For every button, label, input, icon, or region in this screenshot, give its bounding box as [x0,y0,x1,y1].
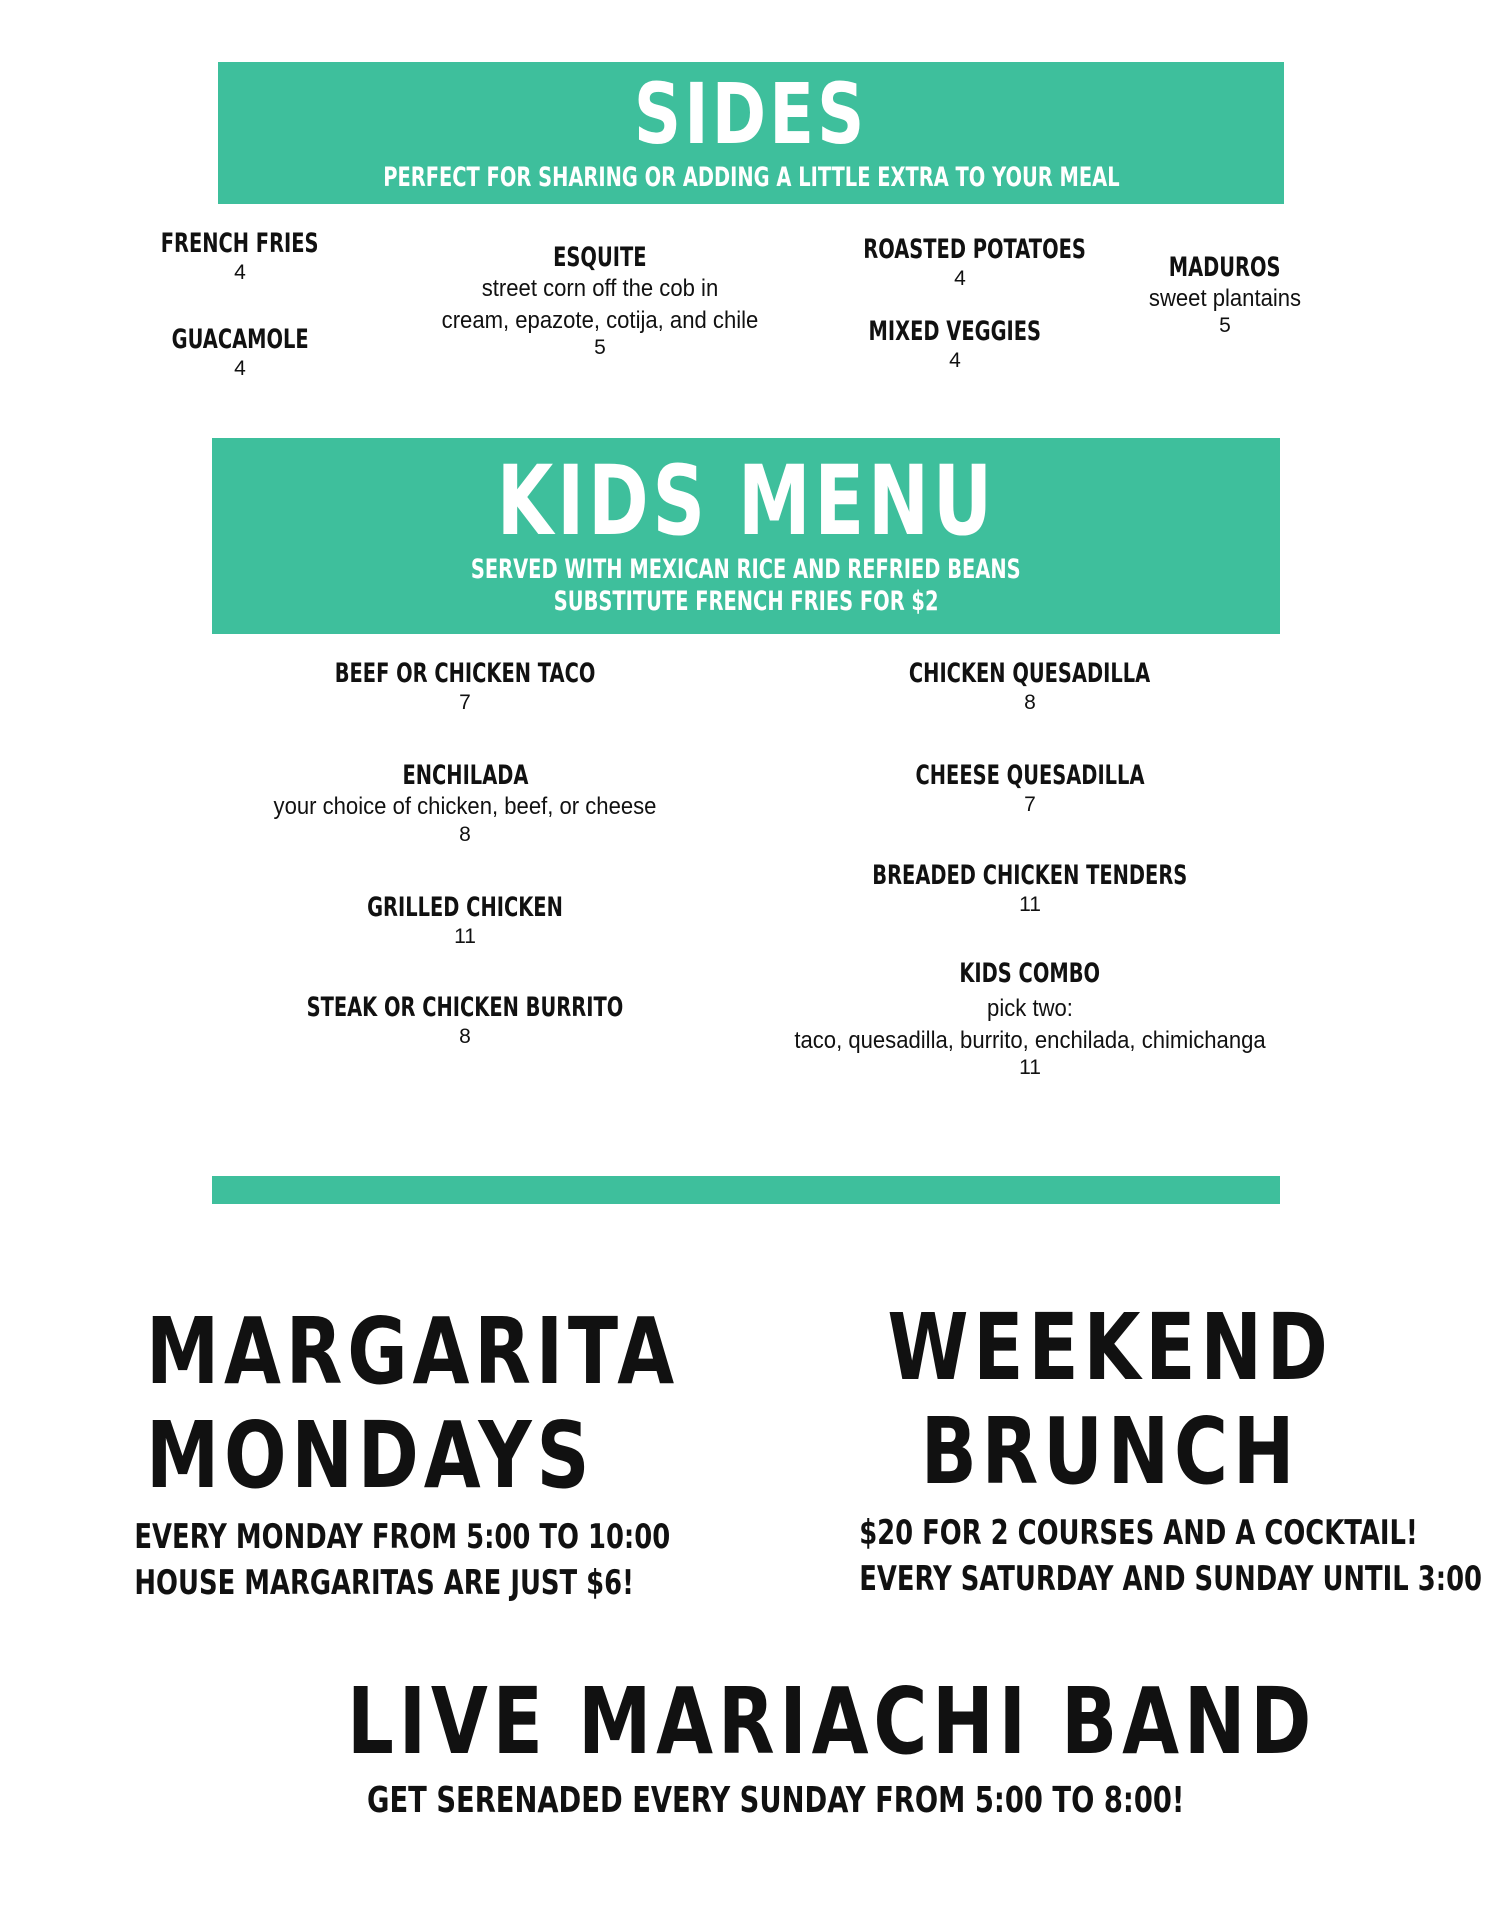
kids-menu-banner [212,438,1280,634]
kids-item-chicken-quesadilla [800,658,1260,717]
item-price: 8 [1024,691,1036,714]
weekend-brunch-details [780,1510,1483,1602]
live-mariachi-band-details: GET SERENADED EVERY SUNDAY FROM 5:00 TO 8:00! [367,1780,1185,1821]
item-price: 7 [459,691,471,714]
side-item-mixed-veggies [820,316,1090,375]
section-divider-bar [212,1176,1280,1204]
margarita-title-line-1: MARGARITA [146,1298,679,1405]
kids-item-taco [240,658,690,717]
item-description: street corn off the cob in [481,275,719,302]
margarita-title-line-2: MONDAYS [146,1402,595,1509]
item-name: GRILLED CHICKEN [367,892,563,923]
side-item-esquite [400,242,800,359]
live-mariachi-band-title: LIVE MARIACHI BAND [347,1668,1317,1775]
item-description: taco, quesadilla, burrito, enchilada, chimichanga [794,1027,1266,1054]
item-price: 4 [949,349,961,372]
item-price: 5 [1219,314,1231,337]
side-item-roasted-potatoes [820,234,1100,293]
item-price: 4 [234,357,246,380]
item-description: sweet plantains [1148,285,1302,312]
margarita-mondays-title [90,1298,679,1509]
kids-menu-subtitle-1: SERVED WITH MEXICAN RICE AND REFRIED BEANS [471,554,1021,585]
brunch-detail-line-1: $20 FOR 2 COURSES AND A COCKTAIL! [859,1513,1418,1553]
item-name: STEAK OR CHICKEN BURRITO [306,992,624,1023]
item-name: ESQUITE [553,242,647,273]
item-description: cream, epazote, cotija, and chile [441,307,759,334]
item-price: 11 [1019,893,1041,916]
item-price: 11 [1019,1056,1041,1079]
item-name: MADUROS [1169,252,1281,283]
item-price: 5 [594,336,606,359]
side-item-guacamole [120,324,360,383]
item-name: ROASTED POTATOES [863,234,1086,265]
kids-item-burrito [240,992,690,1051]
item-name: BREADED CHICKEN TENDERS [872,860,1188,891]
sides-title: SIDES [634,65,868,163]
item-name: CHEESE QUESADILLA [915,760,1145,791]
sides-subtitle: PERFECT FOR SHARING OR ADDING A LITTLE EXTRA TO YOUR MEAL [382,162,1120,193]
item-description: pick two: [987,995,1073,1022]
margarita-mondays-details [60,1514,680,1606]
sides-banner [218,62,1284,204]
item-name: BEEF OR CHICKEN TACO [334,658,596,689]
item-name: ENCHILADA [402,760,528,791]
margarita-detail-line-2: HOUSE MARGARITAS ARE JUST $6! [134,1563,634,1603]
item-price: 8 [459,823,471,846]
kids-item-enchilada [240,760,690,847]
kids-menu-title: KIDS MENU [496,445,996,557]
brunch-detail-line-2: EVERY SATURDAY AND SUNDAY UNTIL 3:00 [859,1559,1483,1599]
margarita-detail-line-1: EVERY MONDAY FROM 5:00 TO 10:00 [134,1517,671,1557]
item-name: CHICKEN QUESADILLA [909,658,1151,689]
item-price: 4 [954,267,966,290]
kids-item-combo [740,958,1320,1079]
brunch-title-line-2: BRUNCH [920,1398,1300,1505]
item-description: your choice of chicken, beef, or cheese [273,793,657,820]
kids-menu-subtitle-2: SUBSTITUTE FRENCH FRIES FOR $2 [553,586,939,617]
item-price: 11 [454,925,476,948]
item-price: 4 [234,261,246,284]
side-item-french-fries [120,228,360,287]
item-name: FRENCH FRIES [161,228,319,259]
kids-item-chicken-tenders [800,860,1260,919]
item-price: 8 [459,1025,471,1048]
weekend-brunch-title [830,1296,1390,1504]
item-name: MIXED VEGGIES [868,316,1042,347]
item-price: 7 [1024,793,1036,816]
side-item-maduros [1110,252,1340,337]
brunch-title-line-1: WEEKEND [887,1294,1333,1401]
item-name: KIDS COMBO [959,958,1101,989]
item-name: GUACAMOLE [171,324,309,355]
kids-item-grilled-chicken [240,892,690,951]
kids-item-cheese-quesadilla [800,760,1260,819]
